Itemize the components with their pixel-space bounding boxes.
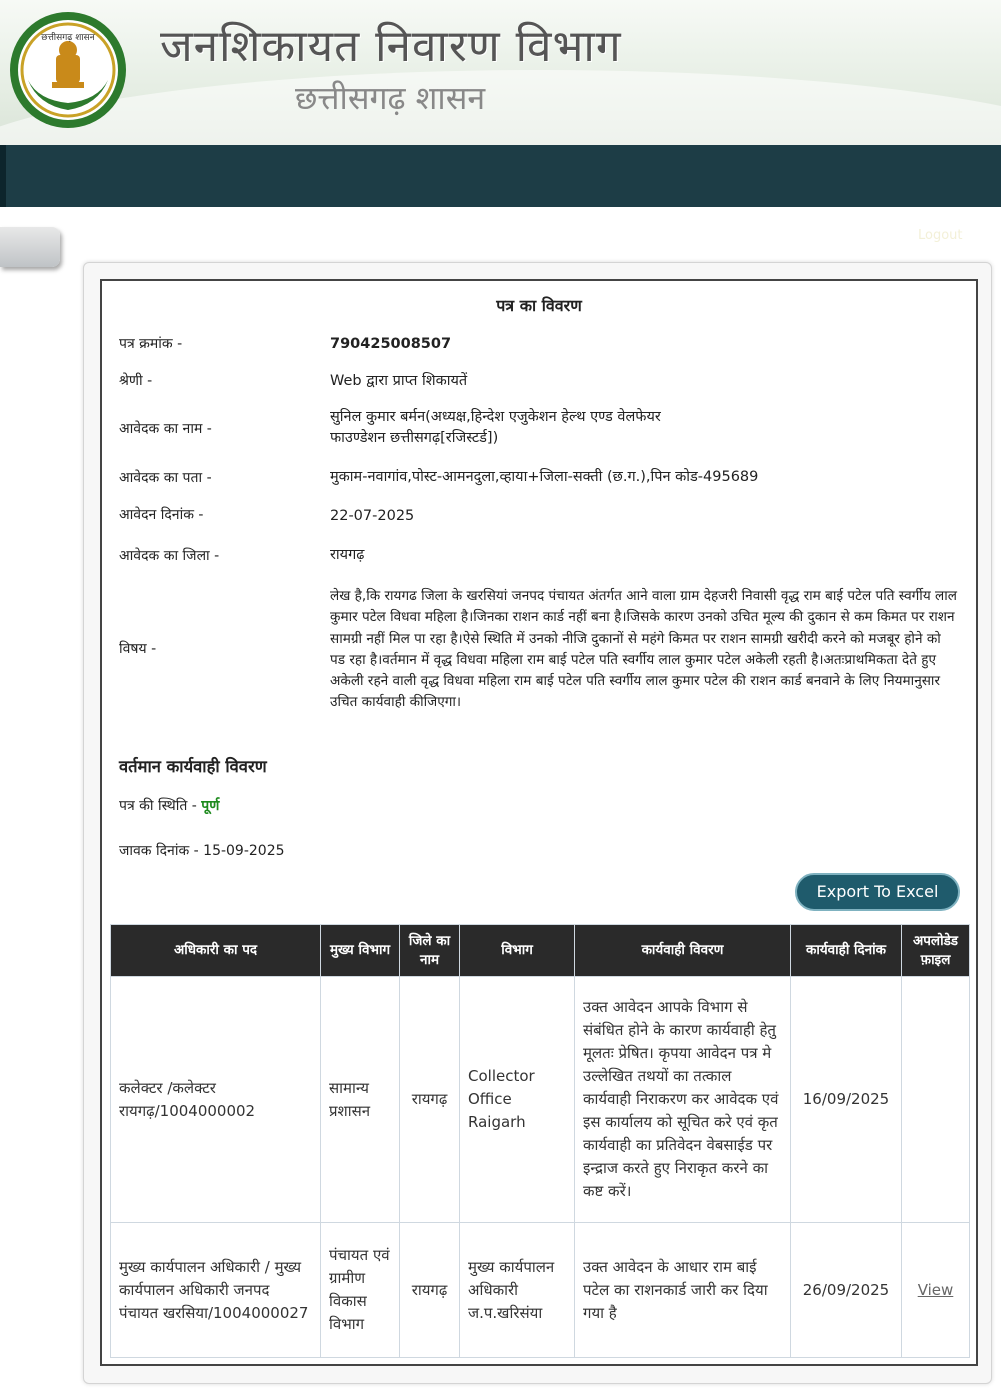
- col-header-officer: अधिकारी का पद: [111, 925, 321, 977]
- letter-details-panel: [100, 279, 978, 1366]
- applicant-address-value: मुकाम-नवागांव,पोस्ट-आमनदुला,व्हाया+जिला-सक्ती (छ.ग.),पिन कोड-495689: [330, 469, 759, 485]
- cell-action: उक्त आवेदन के आधार राम बाई पटेल का राशनकार्ड जारी कर दिया गया है: [575, 1223, 791, 1358]
- logout-link[interactable]: Logout: [918, 228, 963, 243]
- applicant-name-value: सुनिल कुमार बर्मन(अध्यक्ष,हिन्देश एजुकेशन हेल्थ एण्ड वेलफेयर फाउण्डेशन छत्तीसगढ़[रजिस्टर्ड]): [330, 409, 661, 446]
- col-header-district: जिले का नाम: [400, 925, 460, 977]
- col-header-action: कार्यवाही विवरण: [575, 925, 791, 977]
- cell-main-dept: पंचायत एवं ग्रामीण विकास विभाग: [321, 1223, 400, 1358]
- table-header-row: [111, 925, 970, 977]
- table-row: [111, 1223, 970, 1358]
- subject-label: विषय -: [119, 641, 157, 657]
- col-header-date: कार्यवाही दिनांक: [791, 925, 902, 977]
- view-file-link[interactable]: View: [917, 1280, 954, 1299]
- col-header-file: अपलोडेड फ़ाइल: [902, 925, 970, 977]
- cell-district: रायगढ़: [400, 977, 460, 1223]
- applicant-district-value: रायगढ़: [330, 547, 365, 563]
- col-header-main-dept: मुख्य विभाग: [321, 925, 400, 977]
- outward-date: जावक दिनांक - 15-09-2025: [119, 843, 285, 859]
- letter-number-value: 790425008507: [330, 336, 452, 352]
- applicant-name-label: आवेदक का नाम -: [119, 421, 212, 437]
- site-subtitle: छत्तीसगढ़ शासन: [295, 79, 486, 117]
- category-label: श्रेणी -: [119, 373, 153, 389]
- applicant-district-label: आवेदक का जिला -: [119, 548, 220, 564]
- letter-number-label: पत्र क्रमांक -: [119, 336, 183, 352]
- applicant-address-label: आवेदक का पता -: [119, 470, 212, 486]
- cell-officer: मुख्य कार्यपालन अधिकारी / मुख्य कार्यपालन अधिकारी जनपद पंचायत खरसिया/1004000027: [111, 1223, 321, 1358]
- action-table: [110, 924, 970, 1358]
- side-menu-tab[interactable]: [0, 227, 60, 267]
- state-emblem-icon: [8, 10, 128, 130]
- svg-text:छत्तीसगढ़ शासन: छत्तीसगढ़ शासन: [41, 33, 95, 43]
- cell-main-dept: सामान्य प्रशासन: [321, 977, 400, 1223]
- letter-status: [119, 796, 219, 815]
- letter-status-value: पूर्ण: [201, 798, 220, 814]
- cell-officer: कलेक्टर /कलेक्टर रायगढ़/1004000002: [111, 977, 321, 1223]
- cell-date: 16/09/2025: [791, 977, 902, 1223]
- cell-date: 26/09/2025: [791, 1223, 902, 1358]
- cell-dept: मुख्य कार्यपालन अधिकारी ज.प.खरिसंया: [460, 1223, 575, 1358]
- banner-decoration: [0, 70, 1001, 145]
- table-row: [111, 977, 970, 1223]
- application-date-value: 22-07-2025: [330, 508, 415, 524]
- header-banner: [0, 0, 1001, 145]
- category-value: Web द्वारा प्राप्त शिकायतें: [330, 373, 468, 389]
- letter-details-title: पत्र का विवरण: [496, 296, 582, 315]
- cell-action: उक्त आवेदन आपके विभाग से संबंधित होने के कारण कार्यवाही हेतु मूलतः प्रेषित। कृपया आवेदन पत्र मे उल्लेखित तथयों का तत्काल कार्यवाही निराकरण कर आवेदक एवं इस कार्यालय को सूचित करे एवं कृत कार्यवाही का प्रतिवेदन वेबसाईड पर इन्द्राज करते हुए निराकृत करने का कष्ट करें।: [575, 977, 791, 1223]
- nav-bar-edge: [0, 145, 6, 207]
- nav-bar: [0, 145, 1001, 207]
- current-action-title: वर्तमान कार्यवाही विवरण: [119, 757, 267, 776]
- cell-dept: Collector Office Raigarh: [460, 977, 575, 1223]
- application-date-label: आवेदन दिनांक -: [119, 507, 204, 523]
- letter-status-label: पत्र की स्थिति -: [119, 798, 202, 814]
- cell-district: रायगढ़: [400, 1223, 460, 1358]
- subject-value: लेख है,कि रायगढ जिला के खरसियां जनपद पंचायत अंतर्गत आने वाला ग्राम देहजरी निवासी वृद्ध राम बाई पटेल पति स्वर्गीय लाल कुमार पटेल विधवा महिला है।जिनका राशन कार्ड नहीं बना है।जिसके कारण उनको उचित मूल्य की दुकान से कम किमत पर राशन सामग्री नहीं मिल पा रहा है।ऐसे स्थिति में उनको नीजि दुकानों से महंगे किमत पर राशन सामग्री खरीदी करने को मजबूर होने को पड रहा है।वर्तमान में वृद्ध विधवा महिला राम बाई पटेल पति स्वर्गीय लाल कुमार पटेल अकेली रहती है।अतःप्राथमिकता देते हुए अकेली रहने वाली वृद्ध विधवा महिला राम बाई पटेल पति स्वर्गीय लाल कुमार पटेल की राशन कार्ड बनवाने के लिए नियमानुसार उचित कार्यवाही कीजिएगा।: [330, 588, 957, 711]
- site-title: जनशिकायत निवारण विभाग: [160, 21, 622, 72]
- export-to-excel-button[interactable]: Export To Excel: [795, 873, 960, 911]
- cell-file: [902, 1223, 970, 1358]
- col-header-dept: विभाग: [460, 925, 575, 977]
- cell-file: [902, 977, 970, 1223]
